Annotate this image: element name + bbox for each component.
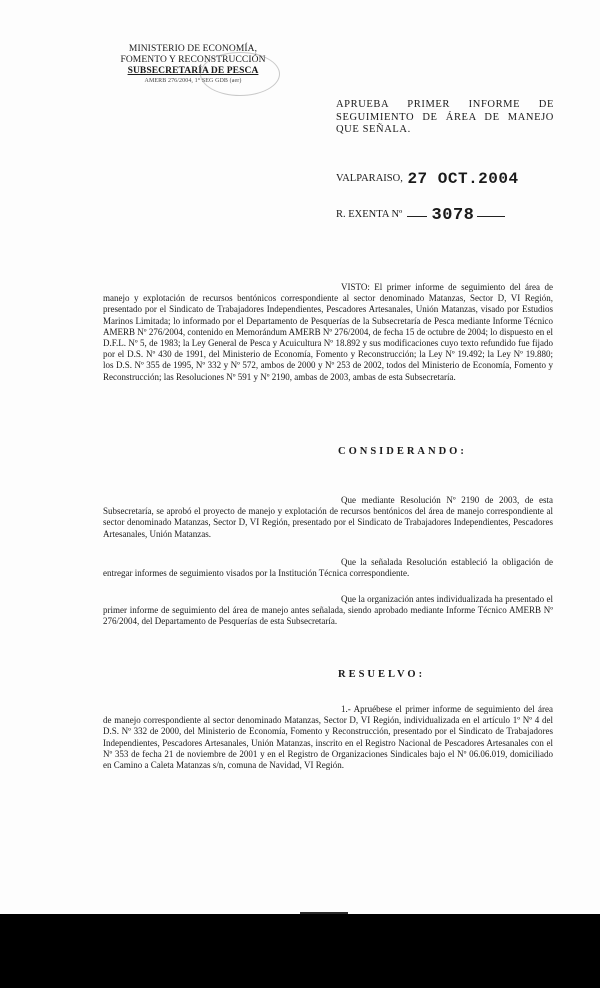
blank-line xyxy=(407,216,427,217)
reference-code: AMERB 276/2004, 1° SEG GDB (aer) xyxy=(144,78,242,84)
blank-line-2 xyxy=(477,216,505,217)
subsecretaria-line: SUBSECRETARÍA DE PESCA xyxy=(127,66,259,76)
resuelvo-paragraph-1: 1.- Apruébese el primer informe de seguimiento del área de manejo correspondiente al sector denominado Matanzas, Sector D, VI Región, individualizada en el artículo 1º Nº 4 del D.S. Nº 332 de 2000, del Ministerio de Economía, Fomento y Reconstrucción, presentado por el Sindicato de Trabajadores Independientes, Pescadores Artesanales, Unión Matanzas, inscrito en el Registro Nacional de Pescadores Artesanales con el Nº 353 de fecha 21 de noviembre de 2001 y en el Registro de Organizaciones Sindicales bajo el Nº 06.06.019, domiciliado en Camino a Caleta Matanzas s/n, comuna de Navidad, VI Región. xyxy=(103,704,553,771)
ministry-line-2: FOMENTO Y RECONSTRUCCIÓN xyxy=(120,55,266,65)
ministry-line-1: MINISTERIO DE ECONOMÍA, xyxy=(128,44,258,54)
place-date-line xyxy=(336,170,519,188)
resuelvo-heading: RESUELVO: xyxy=(338,669,426,680)
considerando-paragraph-1: Que mediante Resolución Nº 2190 de 2003, de esta Subsecretaría, se aprobó el proyecto de manejo y explotación de recursos bentónicos del área de manejo correspondiente al sector denominado Matanzas, Sector D, VI Región, presentado por el Sindicato de Trabajadores Independientes, Pescadores Artesanales, Unión Matanzas. xyxy=(103,495,553,539)
visto-paragraph: VISTO: El primer informe de seguimiento del área de manejo y explotación de recursos bentónicos correspondiente al sector denominado Matanzas, Sector D, VI Región, presentado por el Sindicato de Trabajadores Independientes, Pescadores Artesanales, Unión Matanzas, visado por Estudios Marinos Limitada; lo informado por el Departamento de Pesquerías de la Subsecretaría de Pesca mediante Informe Técnico AMERB Nº 276/2004, contenido en Memorándum AMERB Nº 276/2004, de fecha 15 de octubre de 2004; lo dispuesto en el D.F.L. Nº 5, de 1983; la Ley General de Pesca y Acuicultura Nº 18.892 y sus modificaciones cuyo texto refundido fue fijado por el D.S. Nº 430 de 1991, del Ministerio de Economía, Fomento y Reconstrucción; la Ley Nº 19.492; la Ley Nº 19.880; los D.S. Nº 355 de 1995, Nº 332 y Nº 572, ambos de 2000 y Nº 253 de 2002, todos del Ministerio de Economía, Fomento y Reconstrucción; las Resoluciones Nº 591 y Nº 2190, ambas de 2003, ambas de esta Subsecretaría. xyxy=(103,282,553,382)
considerando-paragraph-2: Que la señalada Resolución estableció la obligación de entregar informes de seguimiento visados por la Institución Técnica correspondiente. xyxy=(103,557,553,579)
document-title: APRUEBA PRIMER INFORME DE SEGUIMIENTO DE ÁREA DE MANEJO QUE SEÑALA. xyxy=(336,99,554,135)
resolution-number-line xyxy=(336,206,505,225)
place-label: VALPARAISO, xyxy=(336,173,403,184)
scan-border xyxy=(0,914,600,988)
resolution-label: R. EXENTA Nº xyxy=(336,209,403,220)
official-seal-stamp xyxy=(200,52,280,96)
date-stamp: 27 OCT.2004 xyxy=(407,170,519,188)
resolution-number: 3078 xyxy=(431,206,475,225)
considerando-heading: CONSIDERANDO: xyxy=(338,446,467,457)
considerando-paragraph-3: Que la organización antes individualizada ha presentado el primer informe de seguimiento del área de manejo antes señalada, siendo aprobado mediante Informe Técnico AMERB Nº 276/2004, del Departamento de Pesquerías de esta Subsecretaría. xyxy=(103,594,553,627)
